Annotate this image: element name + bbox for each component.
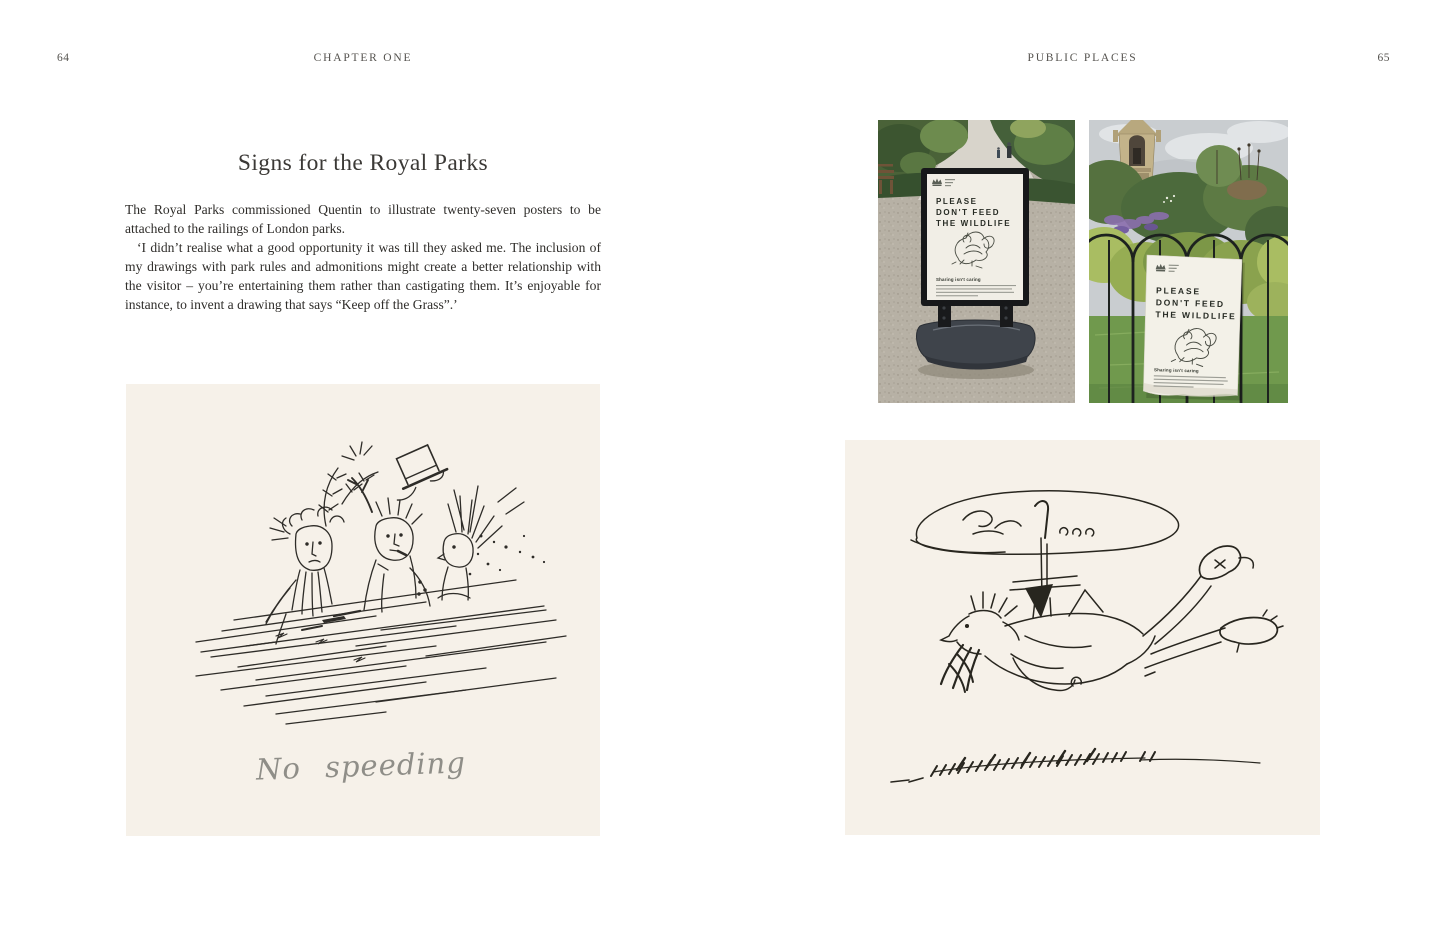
rotor-disc xyxy=(911,491,1179,554)
poster2-line3: THE WILDLIFE xyxy=(1155,309,1237,322)
figure-middle-man xyxy=(348,478,430,612)
poster2-subheading: Sharing isn't caring xyxy=(1153,367,1199,374)
photo-pavement-sign xyxy=(878,120,1075,403)
poster2-line1: PLEASE xyxy=(1155,285,1202,297)
poster1-line3: THE WILDLIFE xyxy=(936,219,1012,228)
rotor-man-sketch xyxy=(845,440,1320,835)
poster1-subheading: Sharing isn't caring xyxy=(936,277,981,282)
poster1-line2: DON'T FEED xyxy=(936,208,1001,217)
no-speeding-sketch xyxy=(126,384,600,836)
page-number-left: 64 xyxy=(57,52,70,64)
handwritten-caption: No speeding xyxy=(255,745,467,787)
flying-top-hat xyxy=(382,442,451,502)
poster1-line1: PLEASE xyxy=(936,197,978,206)
illustration-rotor-man xyxy=(845,440,1320,835)
photo-railings-sign xyxy=(1089,120,1288,403)
page-number-right: 65 xyxy=(1377,52,1390,64)
paragraph-1: The Royal Parks commissioned Quentin to illustrate twenty-seven posters to be attached to the railings of London parks. xyxy=(125,202,601,236)
figure-spiky-hair-boy xyxy=(438,486,524,600)
page-title: Signs for the Royal Parks xyxy=(237,149,489,176)
grass-scribble xyxy=(891,749,1260,782)
speed-lines xyxy=(196,580,566,724)
poster2-line2: DON'T FEED xyxy=(1155,297,1226,310)
rotor-mast xyxy=(1010,501,1080,618)
illustration-no-speeding xyxy=(126,384,600,836)
running-header-left: CHAPTER ONE xyxy=(313,52,413,64)
body-text xyxy=(125,200,601,314)
flying-man xyxy=(941,546,1283,692)
running-header-right: PUBLIC PLACES xyxy=(1027,52,1138,64)
dust-dots xyxy=(469,535,545,576)
pavement-sign xyxy=(917,168,1036,379)
paragraph-2: ‘I didn’t realise what a good opportunity it was till they asked me. The inclusion of my drawings with park rules and admonitions might create a better relationship with the visitor – you’re entertaining them rather than castigating them. It’s enjoyable for instance, to invent a drawing that says “Keep off the Grass”.’ xyxy=(125,240,601,312)
railing-poster xyxy=(1143,255,1245,401)
